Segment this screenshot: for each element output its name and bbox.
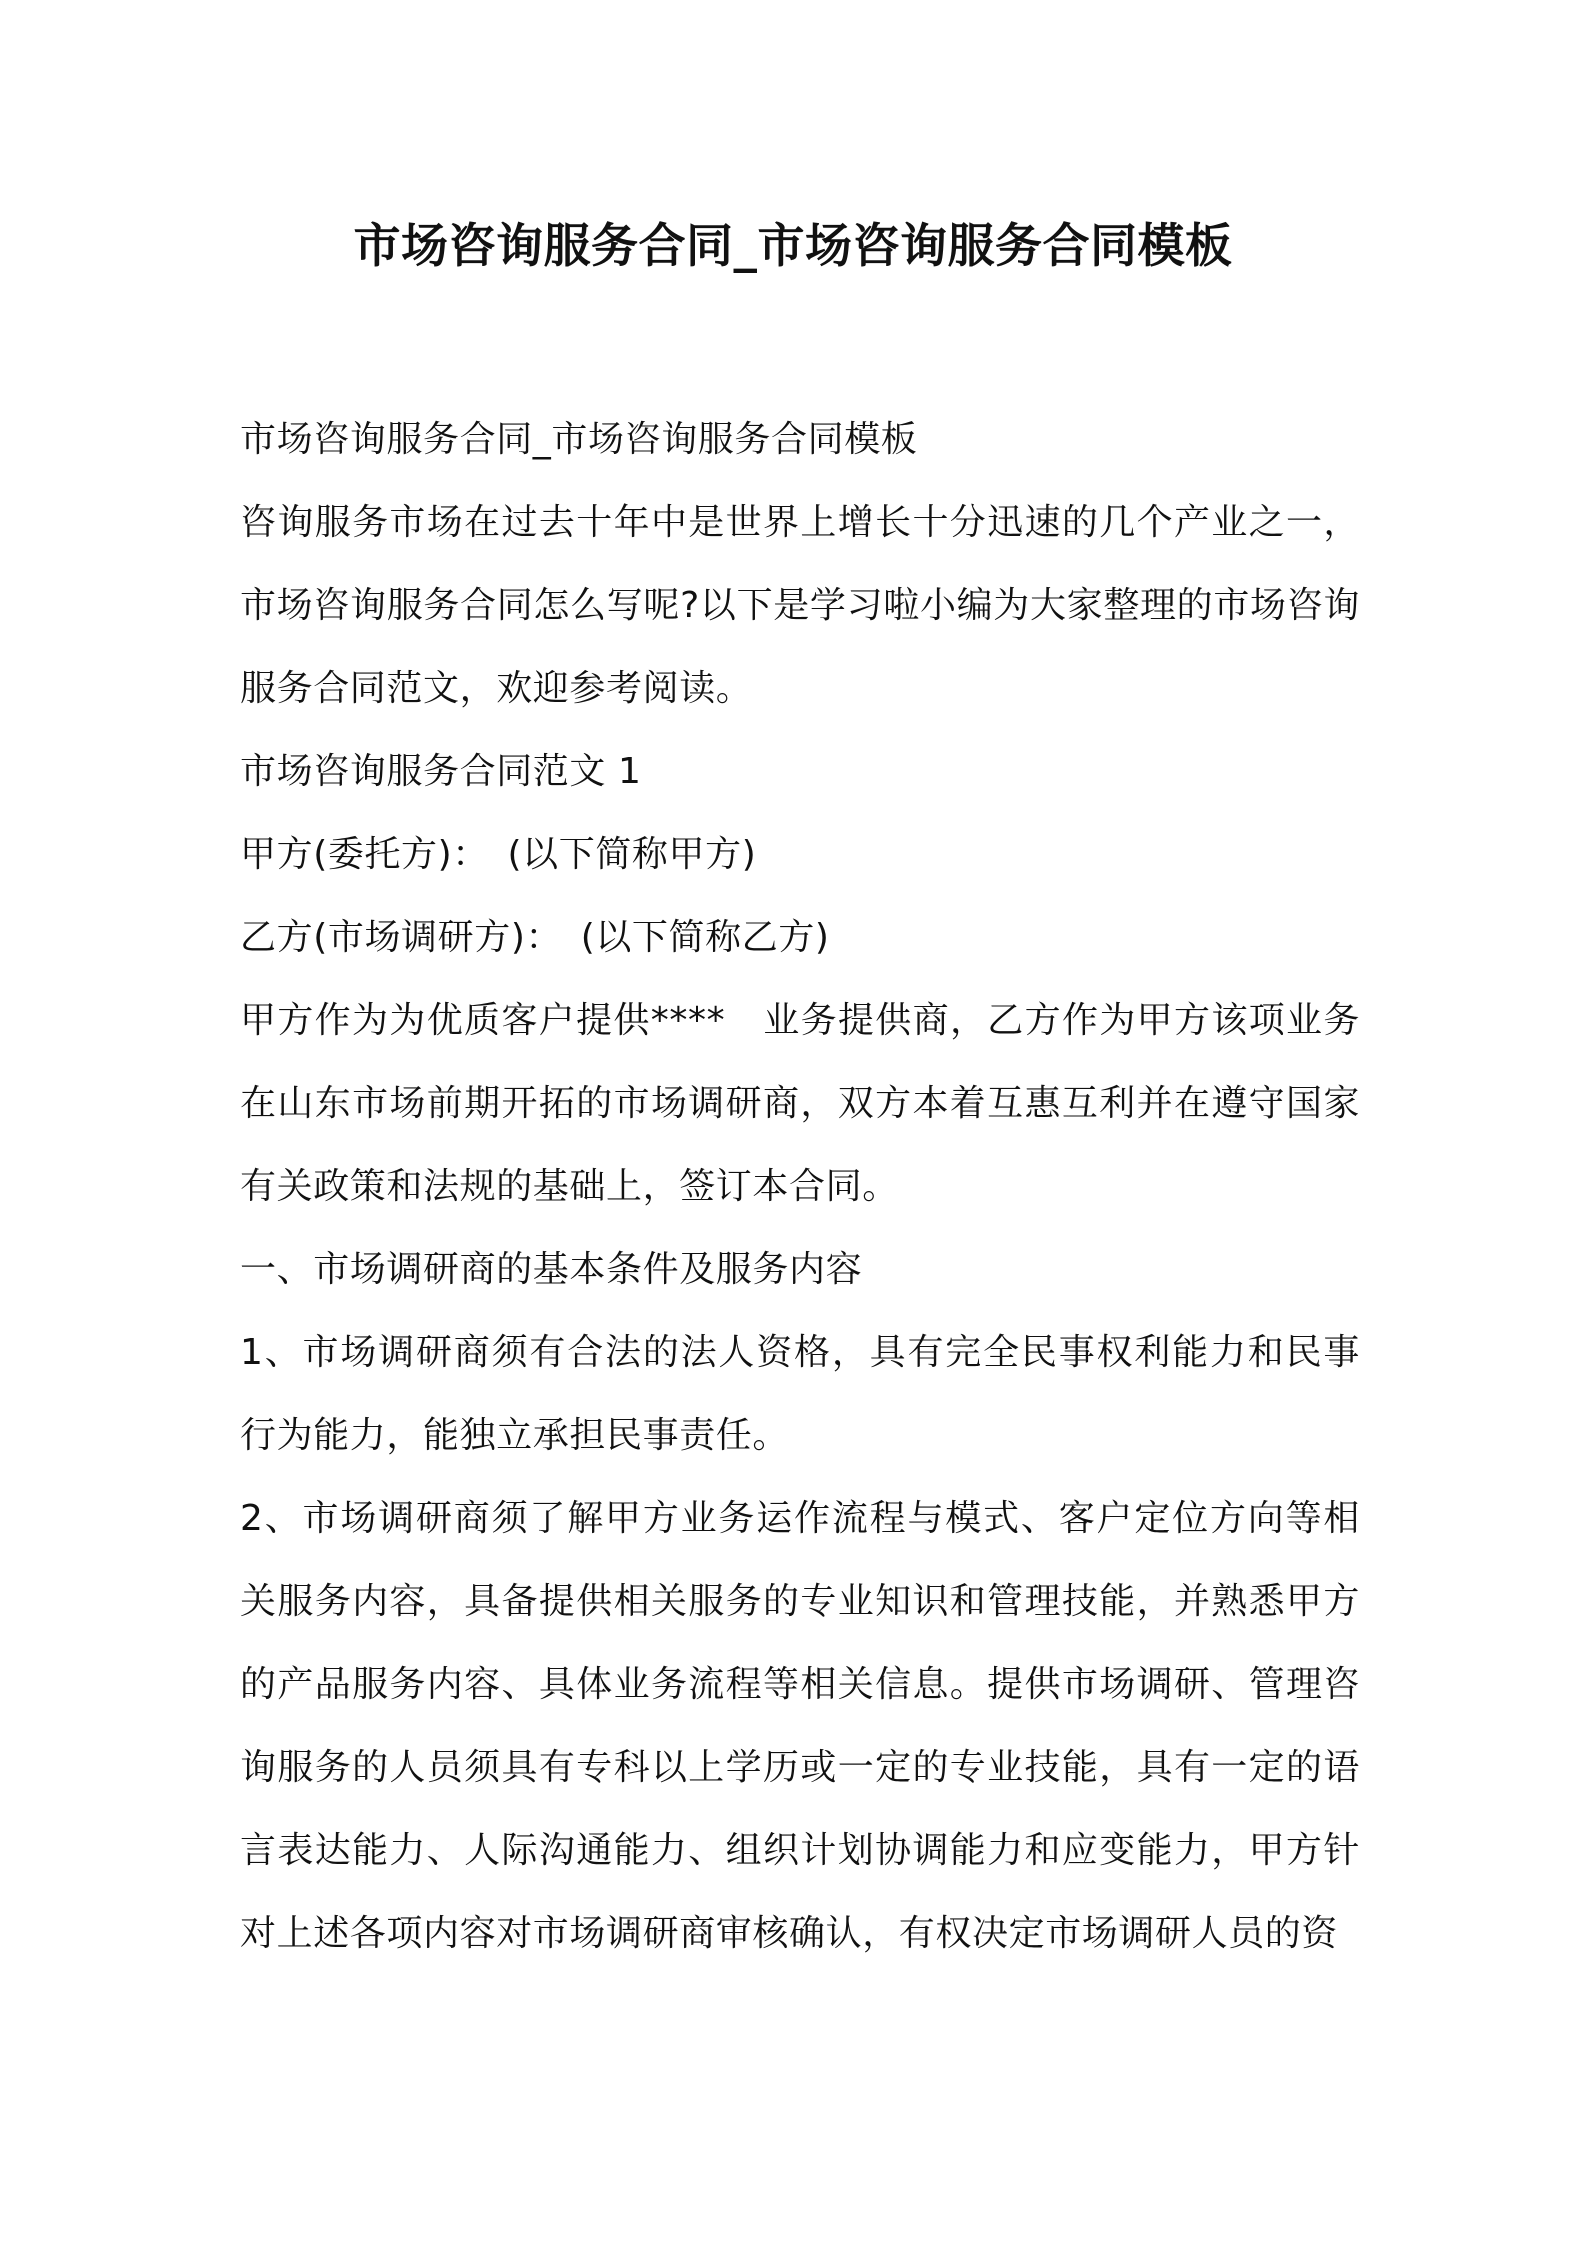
paragraph-preamble: 甲方作为为优质客户提供**** 业务提供商，乙方作为甲方该项业务在山东市场前期开拓的市场调研商，双方本着互惠互利并在遵守国家有关政策和法规的基础上，签订本合同。 — [240, 1000, 1360, 1207]
paragraph-party-b: 乙方(市场调研方)： (以下简称乙方) — [240, 917, 830, 958]
document-body — [240, 398, 1360, 1975]
paragraph-sample-heading: 市场咨询服务合同范文 1 — [240, 751, 642, 792]
paragraph-party-a: 甲方(委托方)： (以下简称甲方) — [240, 834, 757, 875]
paragraph-intro: 咨询服务市场在过去十年中是世界上增长十分迅速的几个产业之一，市场咨询服务合同怎么写呢?以下是学习啦小编为大家整理的市场咨询服务合同范文，欢迎参考阅读。 — [240, 502, 1360, 709]
section-heading-1: 一、市场调研商的基本条件及服务内容 — [240, 1249, 863, 1290]
clause-2: 2、市场调研商须了解甲方业务运作流程与模式、客户定位方向等相关服务内容，具备提供相关服务的专业知识和管理技能，并熟悉甲方的产品服务内容、具体业务流程等相关信息。提供市场调研、管理咨询服务的人员须具有专科以上学历或一定的专业技能，具有一定的语言表达能力、人际沟通能力、组织计划协调能力和应变能力，甲方针对上述各项内容对市场调研商审核确认，有权决定市场调研人员的资 — [240, 1498, 1360, 1954]
clause-1: 1、市场调研商须有合法的法人资格，具有完全民事权利能力和民事行为能力，能独立承担民事责任。 — [240, 1332, 1360, 1456]
paragraph-subtitle: 市场咨询服务合同_市场咨询服务合同模板 — [240, 419, 918, 460]
document-title: 市场咨询服务合同_市场咨询服务合同模板 — [353, 219, 1233, 274]
